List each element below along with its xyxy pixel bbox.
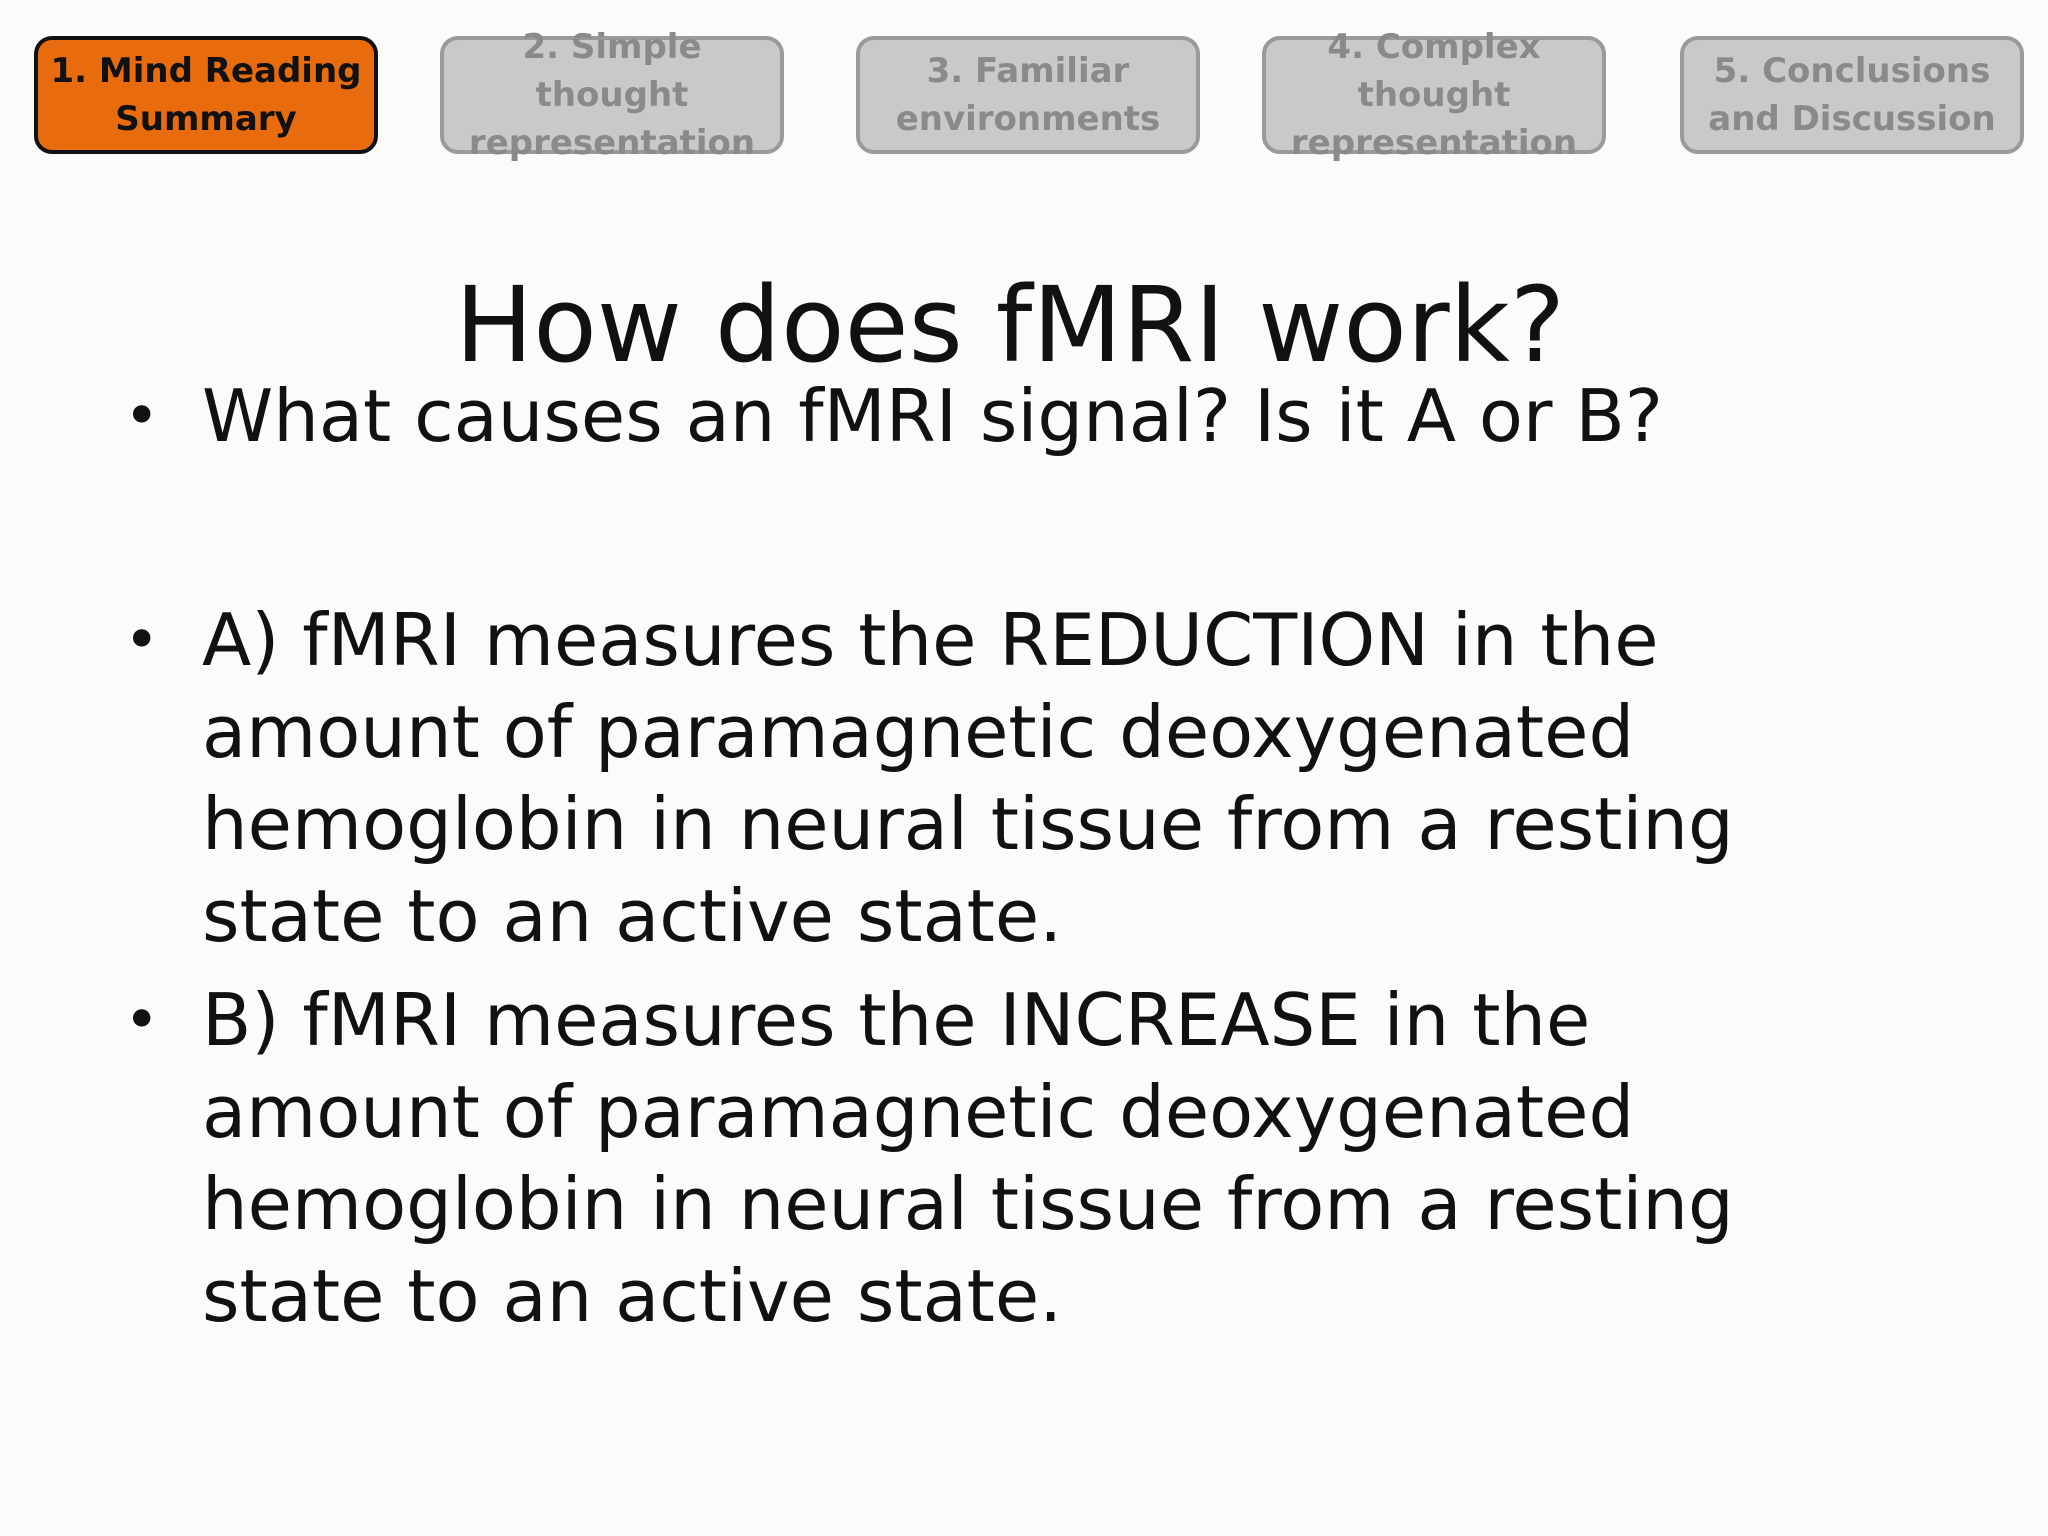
bullet-text: What causes an fMRI signal? Is it A or B?: [202, 374, 1663, 458]
bullet-text: B) fMRI measures the INCREASE in the amount of paramagnetic deoxygenated hemoglobin in neural tissue from a resting state to an active state.: [202, 978, 1734, 1338]
nav-tab-conclusions-and-discussion[interactable]: [1680, 36, 2024, 154]
bullet-item-question: [118, 370, 1878, 462]
bullet-text: A) fMRI measures the REDUCTION in the amount of paramagnetic deoxygenated hemoglobin in neural tissue from a resting state to an active state.: [202, 598, 1734, 958]
bullet-glyph: •: [124, 985, 160, 1055]
nav-tab-label: 4. Complex thought representation: [1290, 27, 1578, 163]
nav-tab-familiar-environments[interactable]: [856, 36, 1200, 154]
nav-tab-mind-reading-summary[interactable]: [34, 36, 378, 154]
nav-tab-simple-thought-representation[interactable]: [440, 27, 784, 163]
nav-tab-label: 5. Conclusions and Discussion: [1708, 51, 1996, 139]
nav-tab-complex-thought-representation[interactable]: [1262, 27, 1606, 163]
bullet-list: [118, 370, 1878, 1342]
bullet-glyph: •: [124, 381, 160, 451]
bullet-item-option-b: [118, 974, 1878, 1342]
nav-tab-label: 2. Simple thought representation: [468, 27, 756, 163]
nav-tab-label: 1. Mind Reading Summary: [50, 51, 362, 139]
bullet-glyph: •: [124, 605, 160, 675]
slide-title: How does fMRI work?: [454, 263, 1566, 386]
nav-tab-label: 3. Familiar environments: [895, 51, 1161, 139]
bullet-item-option-a: [118, 594, 1878, 962]
